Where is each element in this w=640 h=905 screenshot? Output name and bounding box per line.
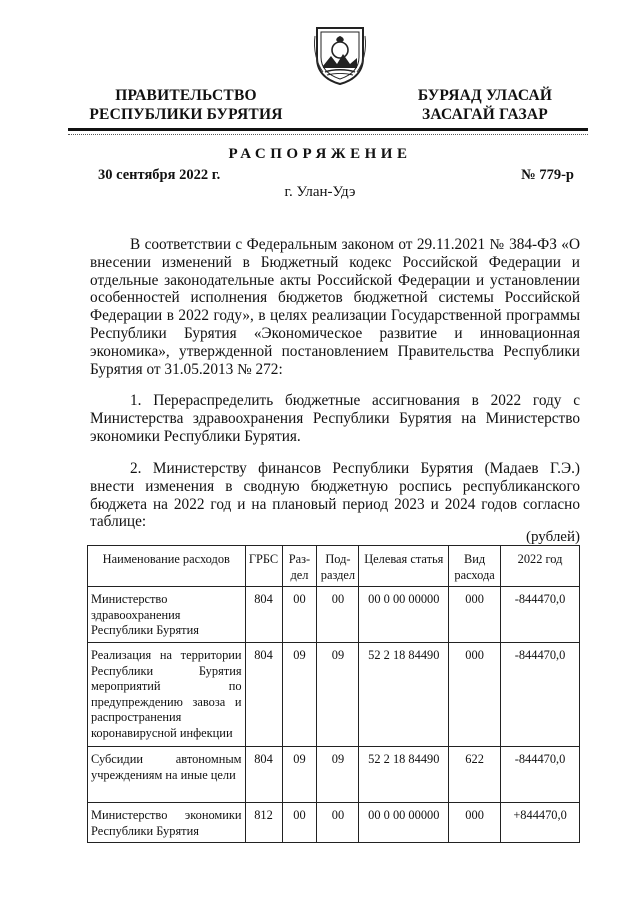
document-city: г. Улан-Удэ (284, 184, 356, 200)
col-header-target: Целевая статья (359, 546, 449, 587)
row-name: Министерство здравоохранения Республики Бурятия (88, 587, 246, 643)
header-left (86, 86, 286, 124)
row-target: 00 0 00 00000 (359, 803, 449, 843)
paragraph-item-2-text: 2. Министерству финансов Республики Бурятия (Мадаев Г.Э.) внести изменения в сводную бюджетную роспись республиканского бюджета на 2022 год и на плановый период 2023 и 2024 годов согласно таблице: (90, 460, 580, 531)
row-podrazdel: 00 (317, 803, 359, 843)
col-header-podrazdel: Под-раздел (317, 546, 359, 587)
table-unit-label: (рублей) (525, 529, 580, 545)
row-amount: +844470,0 (501, 803, 580, 843)
header-divider-thick (68, 128, 588, 131)
table-header-row (88, 546, 580, 587)
paragraph-item-1 (90, 392, 580, 445)
paragraph-preamble (90, 236, 580, 378)
document-title: РАСПОРЯЖЕНИЕ (228, 146, 412, 162)
row-name: Министерство экономики Республики Бурятия (88, 803, 246, 843)
budget-table (87, 545, 580, 843)
row-amount: -844470,0 (501, 587, 580, 643)
row-vid: 000 (449, 587, 501, 643)
col-header-vid: Вид расхода (449, 546, 501, 587)
row-name: Реализация на территории Республики Бурятия мероприятий по предупреждению завоза и распространения коронавирусной инфекции (88, 643, 246, 747)
col-header-grbs: ГРБС (245, 546, 282, 587)
row-grbs: 804 (245, 747, 282, 803)
col-header-razdel: Раз-дел (282, 546, 317, 587)
row-amount: -844470,0 (501, 643, 580, 747)
row-vid: 622 (449, 747, 501, 803)
row-name: Субсидии автономным учреждениям на иные цели (88, 747, 246, 803)
col-header-year: 2022 год (501, 546, 580, 587)
row-vid: 000 (449, 803, 501, 843)
header-divider-dotted (68, 134, 588, 135)
row-grbs: 804 (245, 643, 282, 747)
government-name-ru-line2: РЕСПУБЛИКИ БУРЯТИЯ (89, 106, 283, 123)
paragraph-item-2 (90, 460, 580, 531)
row-target: 52 2 18 84490 (359, 747, 449, 803)
row-grbs: 804 (245, 587, 282, 643)
document-number: № 779-р (521, 167, 574, 183)
row-amount: -844470,0 (501, 747, 580, 803)
table-row (88, 747, 580, 803)
coat-of-arms-emblem (313, 24, 367, 86)
table-row (88, 643, 580, 747)
row-podrazdel: 09 (317, 643, 359, 747)
government-name-bua-line1: БУРЯАД УЛАСАЙ (417, 87, 553, 104)
col-header-name: Наименование расходов (88, 546, 246, 587)
government-name-ru-line1: ПРАВИТЕЛЬСТВО (115, 87, 257, 104)
row-razdel: 09 (282, 643, 317, 747)
row-podrazdel: 00 (317, 587, 359, 643)
paragraph-item-1-text: 1. Перераспределить бюджетные ассигнования в 2022 году с Министерства здравоохранения Республики Бурятия на Министерство экономики Республики Бурятия. (90, 392, 580, 445)
row-target: 00 0 00 00000 (359, 587, 449, 643)
row-razdel: 09 (282, 747, 317, 803)
row-podrazdel: 09 (317, 747, 359, 803)
row-razdel: 00 (282, 803, 317, 843)
table-row (88, 803, 580, 843)
row-vid: 000 (449, 643, 501, 747)
row-grbs: 812 (245, 803, 282, 843)
government-name-bua-line2: ЗАСАГАЙ ГАЗАР (422, 106, 548, 123)
row-target: 52 2 18 84490 (359, 643, 449, 747)
table-row (88, 587, 580, 643)
paragraph-preamble-text: В соответствии с Федеральным законом от 29.11.2021 № 384-ФЗ «О внесении изменений в Бюджетный кодекс Российской Федерации и отдельные законодательные акты Российской Федерации и установлении особенностей исполнения бюджетов бюджетной системы Российской Федерации в 2022 году», в целях реализации Государственной программы Республики Бурятия «Экономическое развитие и инновационная экономика», утвержденной постановлением Правительства Республики Бурятия от 31.05.2013 № 272: (90, 236, 580, 378)
row-razdel: 00 (282, 587, 317, 643)
header-right (400, 86, 570, 124)
document-date: 30 сентября 2022 г. (98, 167, 221, 183)
